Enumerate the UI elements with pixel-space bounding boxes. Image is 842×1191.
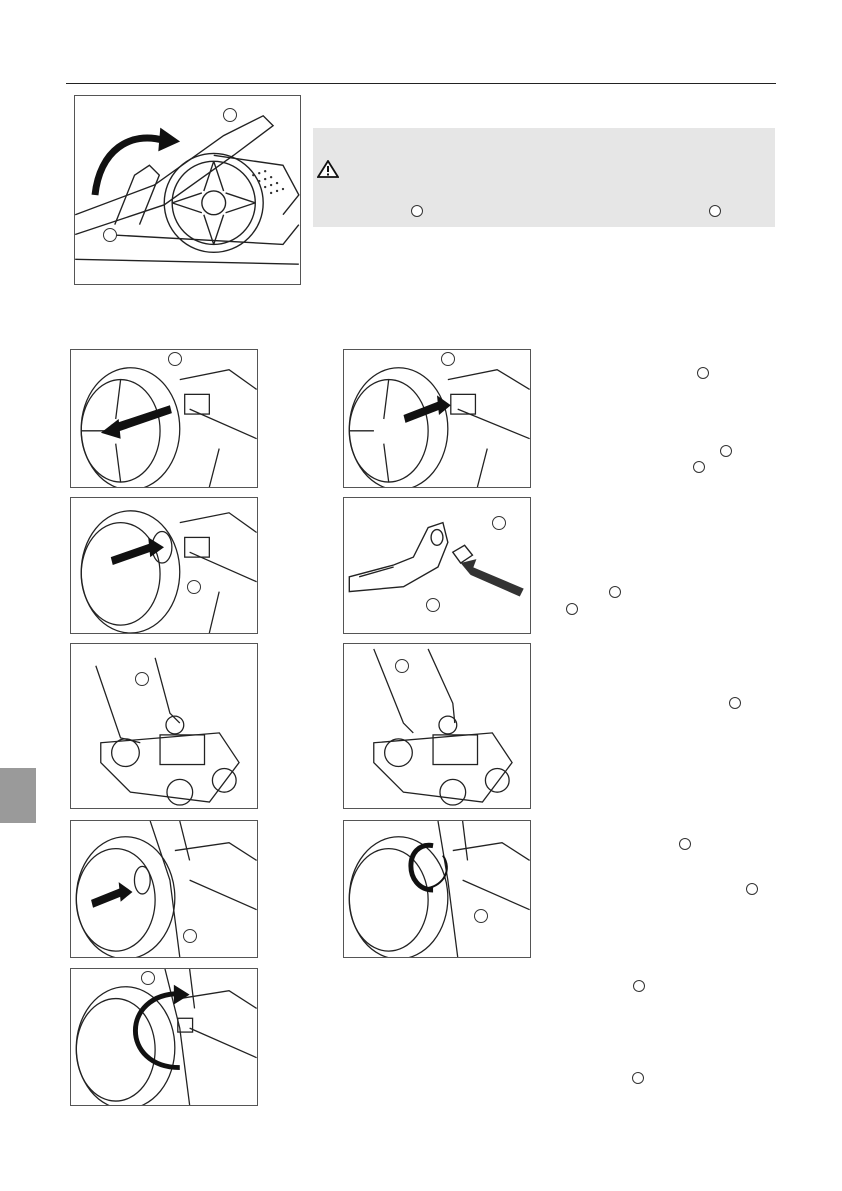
callout-marker xyxy=(103,228,117,242)
callout-marker xyxy=(697,367,709,379)
warning-triangle-icon xyxy=(317,160,339,178)
warning-box xyxy=(313,128,775,227)
callout-marker xyxy=(693,461,705,473)
callout-marker xyxy=(609,586,621,598)
callout-marker xyxy=(746,883,758,895)
figure-wheel-insert xyxy=(343,349,531,488)
figure-wheel-rotate xyxy=(343,820,531,958)
callout-marker xyxy=(183,929,197,943)
figure-wheel-cap xyxy=(70,497,258,634)
figure-mower-handle-up xyxy=(343,643,531,809)
callout-marker xyxy=(633,980,645,992)
callout-marker xyxy=(729,697,741,709)
figure-top-handle-fold xyxy=(74,95,301,285)
callout-marker xyxy=(141,971,155,985)
figure-wheel-bolt xyxy=(70,820,258,958)
figure-wheel-lock xyxy=(70,968,258,1106)
figure-mower-handle-down xyxy=(70,643,258,809)
figure-wheel-remove xyxy=(70,349,258,488)
chapter-side-tab xyxy=(0,768,36,823)
callout-marker xyxy=(492,516,506,530)
figure-handle-lever xyxy=(343,497,531,634)
callout-marker xyxy=(720,445,732,457)
callout-marker xyxy=(474,909,488,923)
callout-marker xyxy=(223,108,237,122)
header-rule xyxy=(66,83,776,84)
callout-marker xyxy=(679,838,691,850)
callout-marker xyxy=(411,205,423,217)
callout-marker xyxy=(187,580,201,594)
callout-marker xyxy=(395,659,409,673)
callout-marker xyxy=(441,352,455,366)
callout-marker xyxy=(168,352,182,366)
callout-marker xyxy=(135,672,149,686)
callout-marker xyxy=(426,598,440,612)
callout-marker xyxy=(566,603,578,615)
callout-marker xyxy=(709,205,721,217)
callout-marker xyxy=(632,1072,644,1084)
